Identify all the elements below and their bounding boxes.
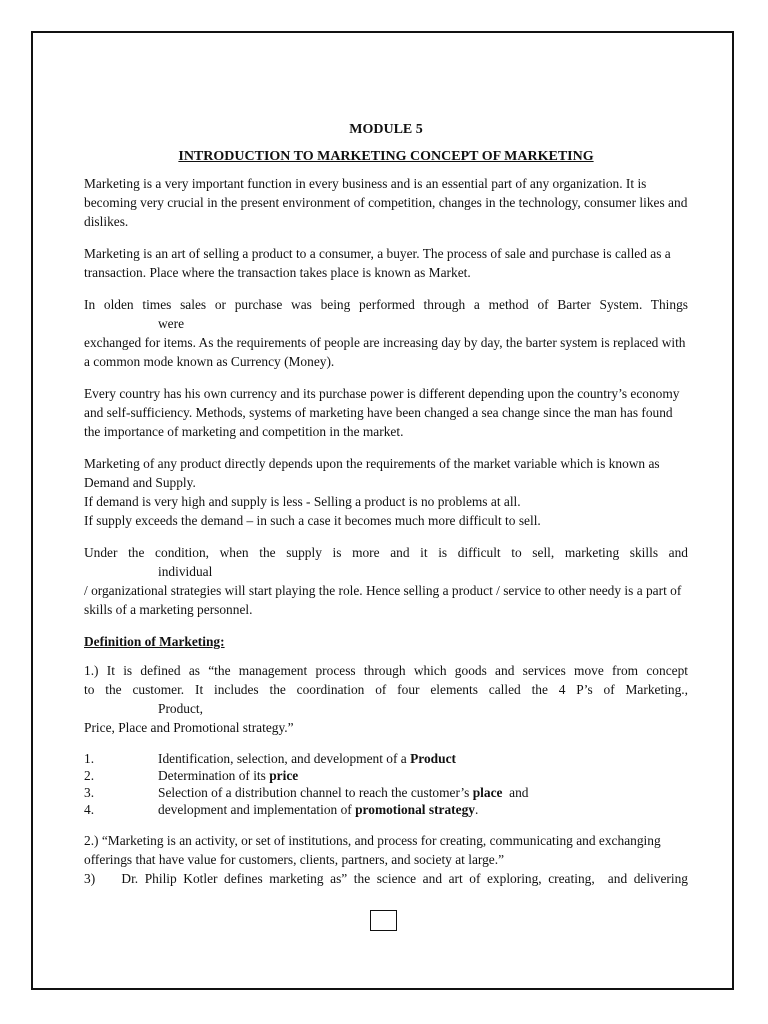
- list-bold: place: [472, 785, 503, 800]
- document-title: INTRODUCTION TO MARKETING CONCEPT OF MARKETING: [178, 149, 594, 164]
- definition-3: 3) Dr. Philip Kotler defines marketing as” the science and art of exploring, creating, and delivering: [84, 871, 688, 886]
- barter-rest: exchanged for items. As the requirements of people are increasing day by day, the barter system is replaced with a common mode known as Currency (Money).: [84, 335, 686, 369]
- paragraph-skills: [84, 543, 688, 619]
- list-bold: promotional strategy: [355, 802, 475, 817]
- list-number: 1.: [84, 751, 95, 766]
- definition-1-line-3: Product,: [158, 701, 204, 716]
- barter-line-2: were: [158, 316, 185, 331]
- paragraph-transaction: Marketing is an art of selling a product to a consumer, a buyer. The process of sale and purchase is called as a transaction. Place where the transaction takes place is known as Market.: [84, 246, 671, 280]
- list-item: [84, 801, 688, 818]
- document-body: [84, 120, 688, 888]
- definition-2: 2.) “Marketing is an activity, or set of institutions, and process for creating, communicating and exchanging offerings that have value for customers, clients, partners, and society at large.”: [84, 833, 661, 867]
- demand-supply-line-2: If demand is very high and supply is less - Selling a product is no problems at all.: [84, 494, 521, 509]
- barter-line-1: In olden times sales or purchase was being performed through a method of Barter System. Things: [84, 297, 688, 312]
- four-ps-list: [84, 750, 688, 818]
- list-bold: Product: [410, 751, 456, 766]
- list-item: [84, 767, 688, 784]
- paragraph-barter: [84, 295, 688, 371]
- definition-1-line-1: 1.) It is defined as “the management process through which goods and services move from concept: [84, 663, 688, 678]
- paragraph-demand-supply: [84, 454, 688, 530]
- list-number: 2.: [84, 768, 95, 783]
- paragraph-currency: Every country has his own currency and its purchase power is different depending upon the country’s economy and self-sufficiency. Methods, systems of marketing have been changed a sea change since the man has found the importance of marketing and competition in the market.: [84, 386, 680, 439]
- list-number: 3.: [84, 785, 95, 800]
- definition-1-line-2: to the customer. It includes the coordination of four elements called the 4 P’s of Marketing.,: [84, 682, 688, 697]
- skills-line-1: Under the condition, when the supply is more and it is difficult to sell, marketing skills and: [84, 545, 688, 560]
- list-text: Determination of its price: [158, 768, 299, 783]
- definition-1-line-4: Price, Place and Promotional strategy.”: [84, 720, 294, 735]
- demand-supply-line-3: If supply exceeds the demand – in such a case it becomes much more difficult to sell.: [84, 513, 541, 528]
- definition-heading: Definition of Marketing:: [84, 634, 225, 649]
- demand-supply-line-1: Marketing of any product directly depends upon the requirements of the market variable which is known as Demand and Supply.: [84, 456, 660, 490]
- list-item: [84, 784, 688, 801]
- definition-1: [84, 661, 688, 737]
- page-number-box: [370, 910, 397, 931]
- list-text: Identification, selection, and development of a Product: [158, 751, 456, 766]
- list-text: development and implementation of promotional strategy.: [158, 802, 479, 817]
- skills-rest: / organizational strategies will start playing the role. Hence selling a product / service to other needy is a part of skills of a marketing personnel.: [84, 583, 682, 617]
- list-item: [84, 750, 688, 767]
- list-number: 4.: [84, 802, 95, 817]
- module-heading: MODULE 5: [349, 122, 423, 137]
- list-bold: price: [269, 768, 299, 783]
- paragraph-intro: Marketing is a very important function in every business and is an essential part of any organization. It is becoming very crucial in the present environment of competition, changes in the technology, consumer likes and dislikes.: [84, 176, 688, 229]
- list-text: Selection of a distribution channel to reach the customer’s place and: [158, 785, 529, 800]
- skills-line-2: individual: [158, 564, 213, 579]
